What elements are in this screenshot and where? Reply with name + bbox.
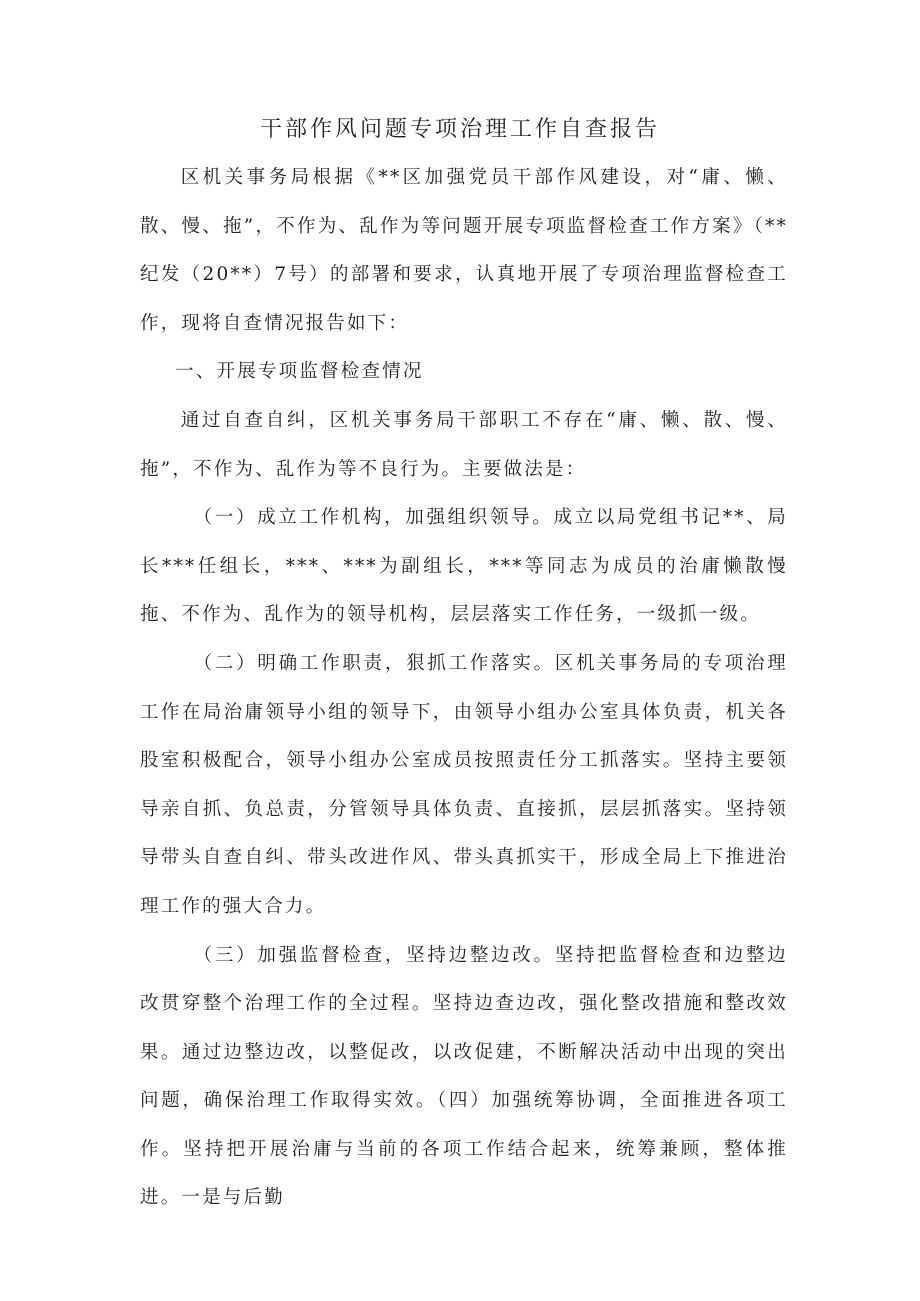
section-summary-paragraph: 通过自查自纠，区机关事务局干部职工不存在“庸、懒、散、慢、拖”，不作为、乱作为等不良行为。主要做法是： bbox=[140, 409, 788, 480]
measure-paragraph-1: （一）成立工作机构，加强组织领导。成立以局党组书记**、局长***任组长，***、***为副组长，***等同志为成员的治庸懒散慢拖、不作为、乱作为的领导机构，层层落实工作任务，一级抓一级。 bbox=[140, 507, 788, 626]
measure-paragraph-3: （三）加强监督检查，坚持边整边改。坚持把监督检查和边整边改贯穿整个治理工作的全过程。坚持边查边改，强化整改措施和整改效果。通过边整边改，以整促改，以改促建，不断解决活动中出现的突出问题，确保治理工作取得实效。（四）加强统筹协调，全面推进各项工作。坚持把开展治庸与当前的各项工作结合起来，统筹兼顾，整体推进。一是与后勤 bbox=[140, 944, 788, 1209]
measure-paragraph-2: （二）明确工作职责，狠抓工作落实。区机关事务局的专项治理工作在局治庸领导小组的领导下，由领导小组办公室具体负责，机关各股室积极配合，领导小组办公室成员按照责任分工抓落实。坚持主要领导亲自抓、负总责，分管领导具体负责、直接抓，层层抓落实。坚持领导带头自查自纠、带头改进作风、带头真抓实干，形成全局上下推进治理工作的强大合力。 bbox=[140, 652, 788, 917]
document-title: 干部作风问题专项治理工作自查报告 bbox=[259, 117, 660, 142]
section-heading: 一、开展专项监督检查情况 bbox=[175, 361, 424, 383]
document-body bbox=[140, 154, 788, 1223]
intro-paragraph: 区机关事务局根据《**区加强党员干部作风建设，对“庸、懒、散、慢、拖”，不作为、乱作为等问题开展专项监督检查工作方案》（**纪发（20**）7号）的部署和要求，认真地开展了专项治理监督检查工作，现将自查情况报告如下： bbox=[140, 167, 788, 334]
